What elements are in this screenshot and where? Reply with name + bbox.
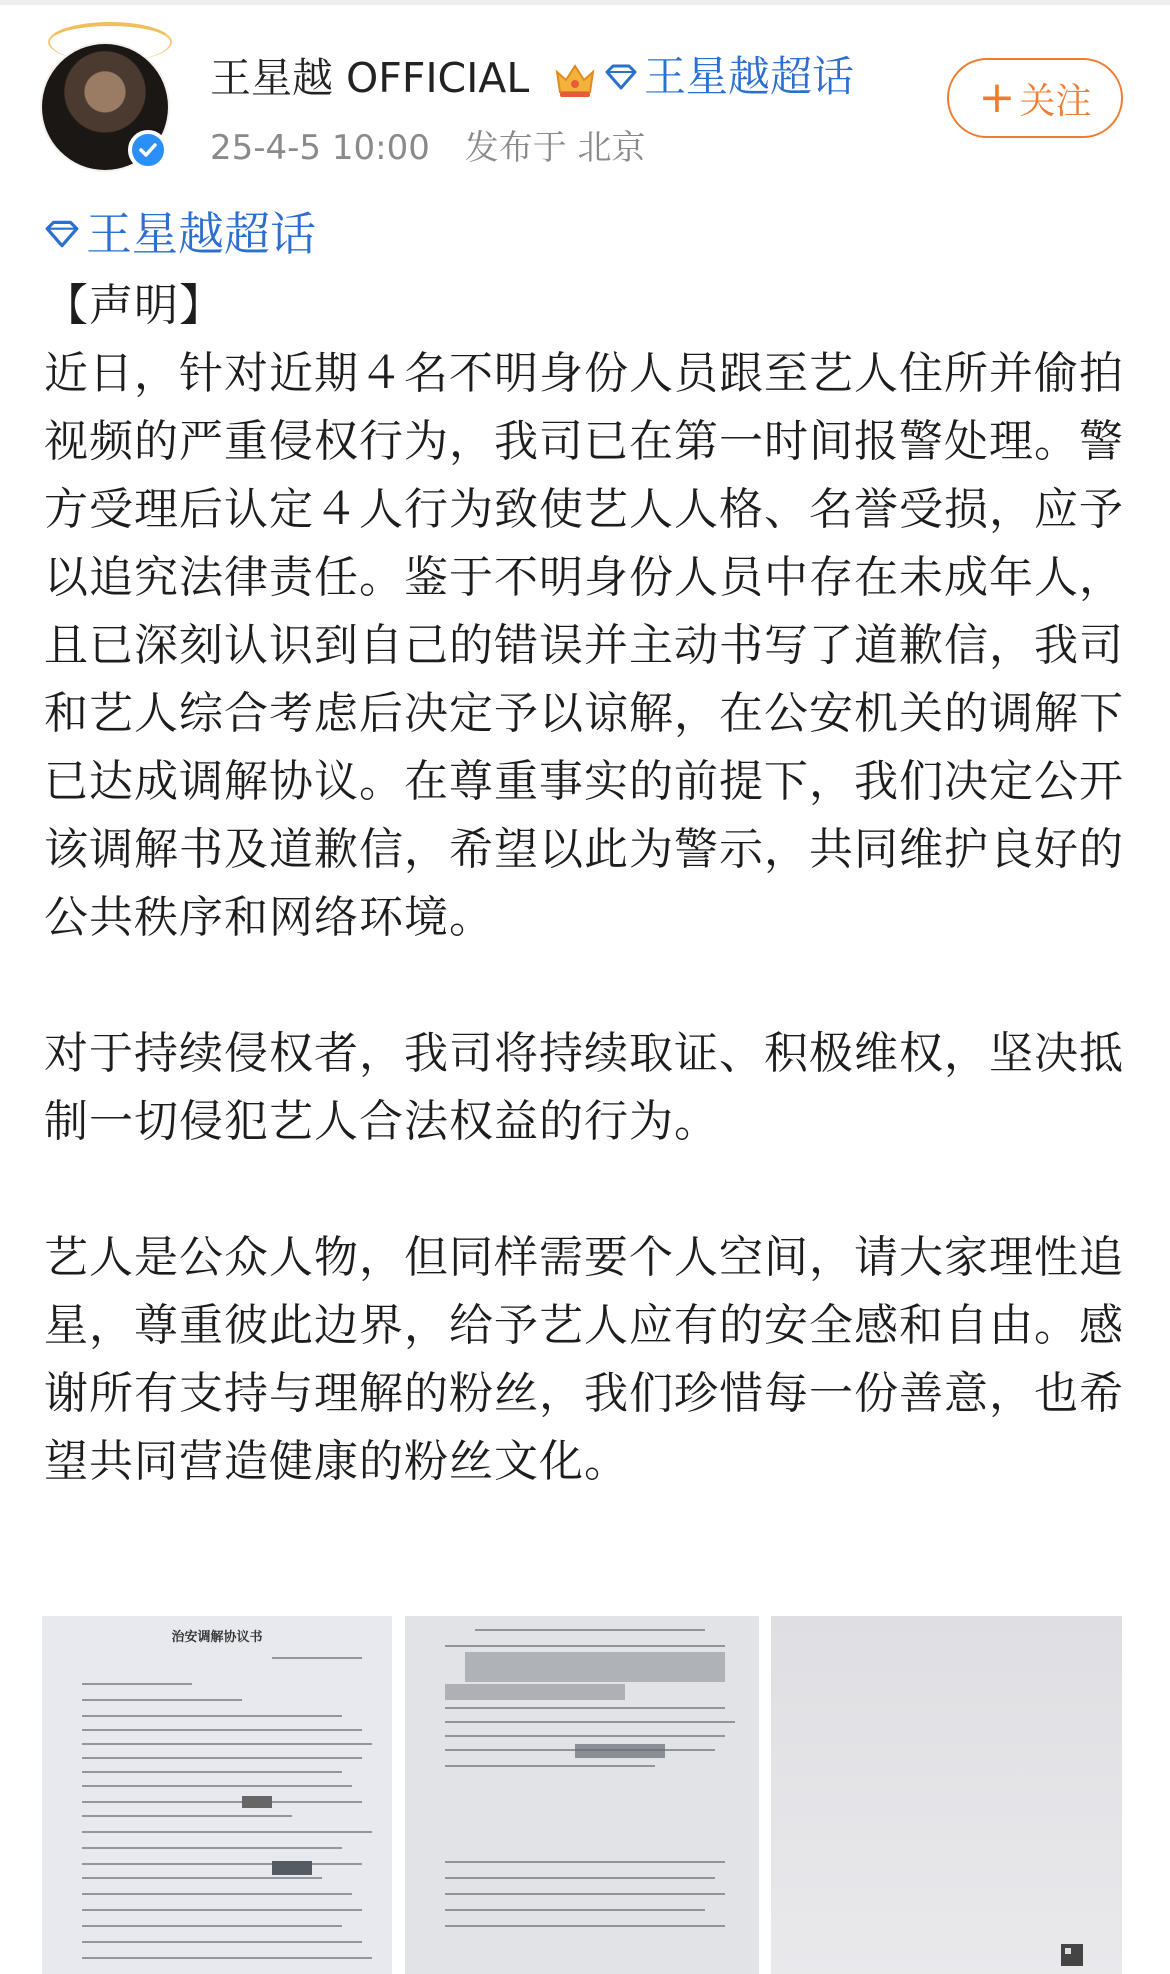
supertopic-diamond-icon — [44, 219, 80, 249]
supertopic-inline-label: 王星越超话 — [644, 52, 855, 101]
supertopic-link-label: 王星越超话 — [86, 207, 316, 261]
image-agreement-page-2[interactable] — [405, 1616, 759, 1974]
plus-icon: + — [978, 72, 1016, 123]
paragraph-gap — [44, 952, 1124, 1020]
post-location: 发布于 北京 — [464, 128, 646, 168]
document-text-lines — [405, 1616, 759, 1974]
supertopic-inline-link[interactable] — [604, 52, 854, 102]
image-mediation-agreement[interactable] — [42, 1616, 392, 1974]
username[interactable]: 王星越 OFFICIAL — [210, 54, 530, 102]
qr-mark — [771, 1616, 1122, 1974]
image-grid — [42, 1616, 1122, 1974]
post-content — [44, 272, 1124, 1496]
paragraph-3: 艺人是公众人物，但同样需要个人空间，请大家理性追星，尊重彼此边界，给予艺人应有的安全感和自由。感谢所有支持与理解的粉丝，我们珍惜每一份善意，也希望共同营造健康的粉丝文化。 — [44, 1232, 1124, 1487]
top-divider — [0, 0, 1170, 5]
paragraph-1: 近日，针对近期４名不明身份人员跟至艺人住所并偷拍视频的严重侵权行为，我司已在第一时间报警处理。警方受理后认定４人行为致使艺人人格、名誉受损，应予以追究法律责任。鉴于不明身份人员中存在未成年人，且已深刻认识到自己的错误并主动书写了道歉信，我司和艺人综合考虑后决定予以谅解，在公安机关的调解下已达成调解协议。在尊重事实的前提下，我们决定公开该调解书及道歉信，希望以此为警示，共同维护良好的公共秩序和网络环境。 — [44, 348, 1124, 943]
post-meta — [210, 120, 669, 169]
follow-label: 关注 — [1019, 80, 1092, 122]
verified-badge-icon — [128, 130, 168, 170]
image-blank-page[interactable] — [771, 1616, 1122, 1974]
crown-icon — [553, 60, 597, 100]
document-text-lines — [42, 1616, 392, 1974]
statement-heading: 【声明】 — [44, 280, 224, 331]
supertopic-diamond-icon — [604, 63, 638, 91]
post-date: 25-4-5 10:00 — [210, 128, 430, 168]
follow-button[interactable] — [947, 58, 1123, 138]
paragraph-gap — [44, 1156, 1124, 1224]
paragraph-2: 对于持续侵权者，我司将持续取证、积极维权，坚决抵制一切侵犯艺人合法权益的行为。 — [44, 1028, 1124, 1147]
supertopic-link[interactable] — [44, 206, 316, 262]
document-title: 治安调解协议书 — [171, 1630, 263, 1645]
